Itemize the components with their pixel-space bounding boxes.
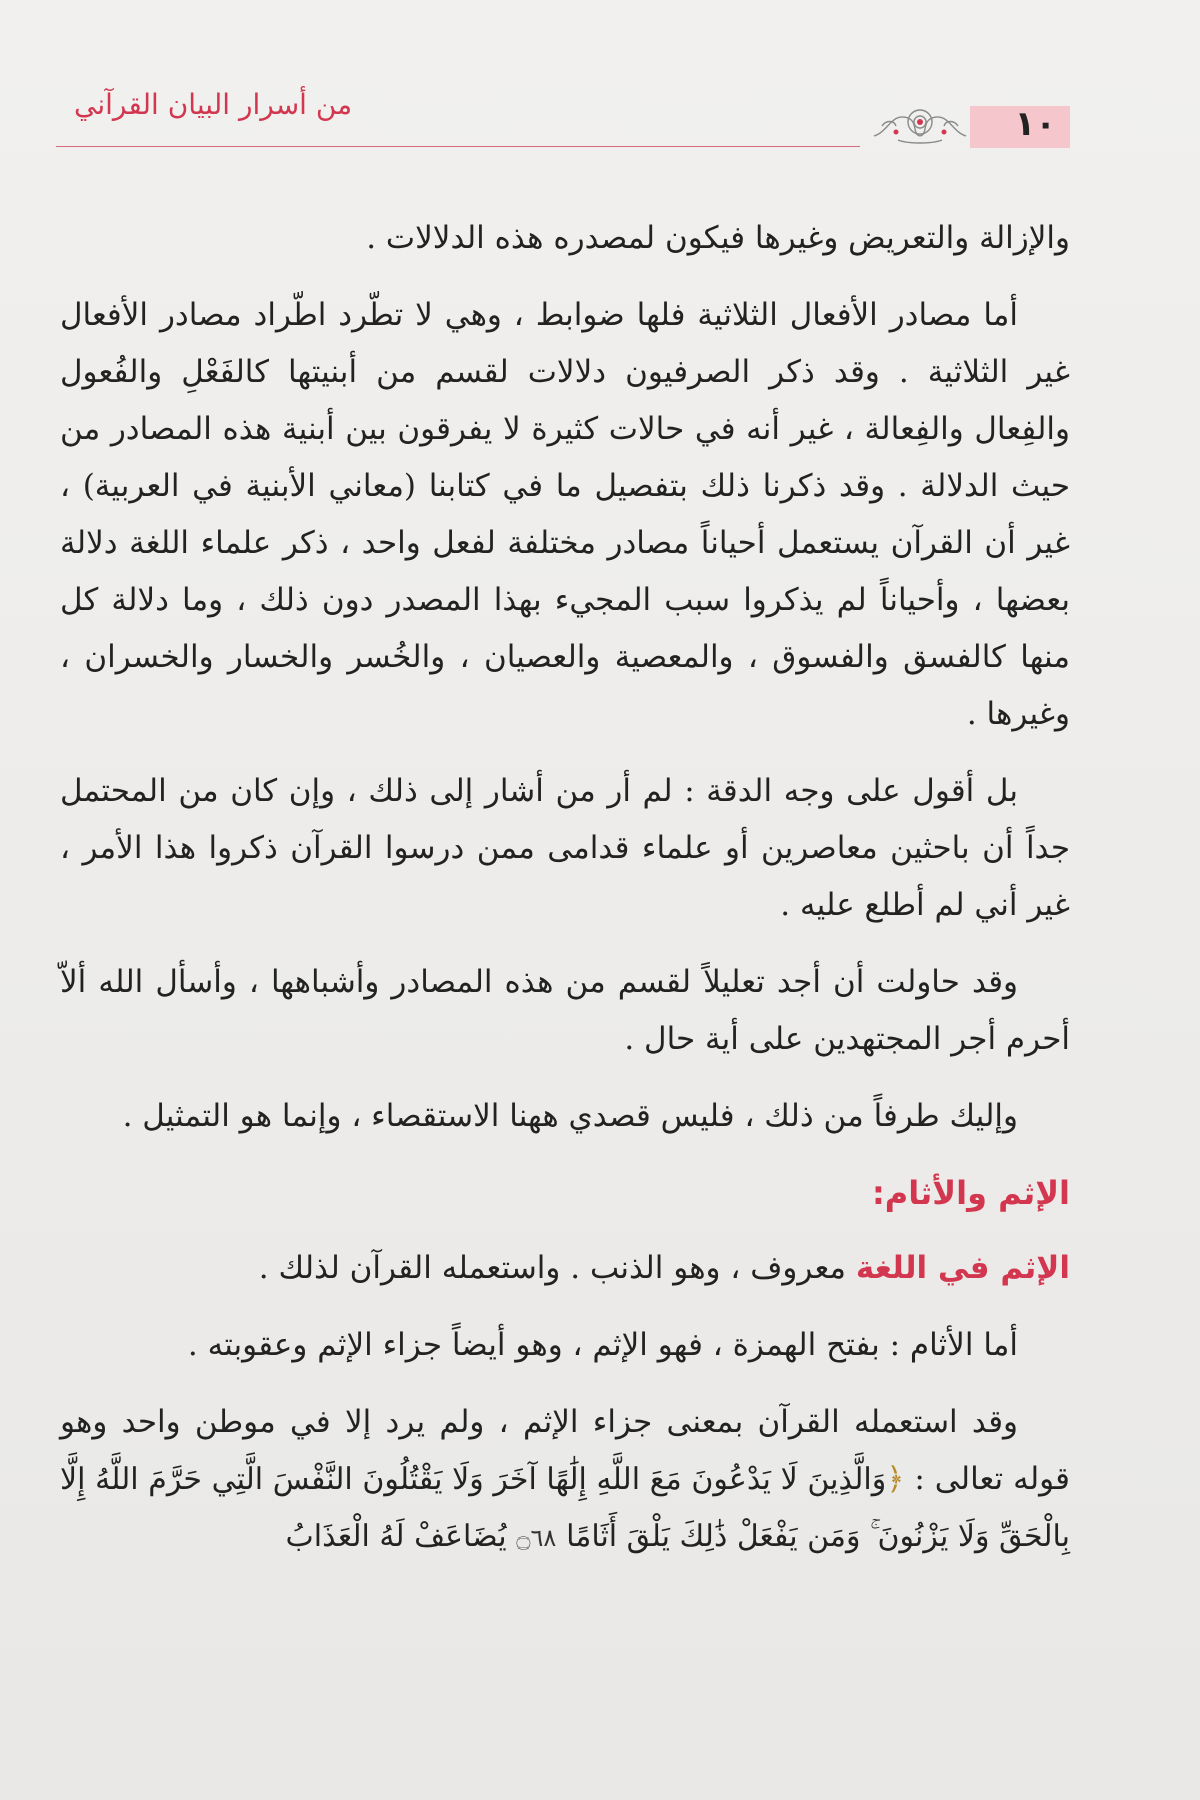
quran-verse-continued: يُضَاعَفْ لَهُ الْعَذَابُ	[285, 1519, 507, 1554]
paragraph-3: بل أقول على وجه الدقة : لم أر من أشار إلى ذلك ، وإن كان من المحتمل جداً أن باحثين معاصرين أو علماء قدامى ممن درسوا القرآن ذكروا هذا الأمر ، غير أني لم أطلع عليه .	[60, 773, 1070, 923]
page-number: ١٠	[1014, 104, 1056, 144]
floral-ornament-icon	[868, 92, 972, 148]
paragraph-1: والإزالة والتعريض وغيرها فيكون لمصدره هذه الدلالات .	[366, 220, 1070, 256]
athaam-paragraph: أما الأثام : بفتح الهمزة ، فهو الإثم ، وهو أيضاً جزاء الإثم وعقوبته .	[187, 1327, 1018, 1363]
quran-verse: وَالَّذِينَ لَا يَدْعُونَ مَعَ اللَّهِ إِلَٰهًا آخَرَ وَلَا يَقْتُلُونَ النَّفْسَ الَّتِي حَرَّمَ اللَّهُ إِلَّا بِالْحَقِّ وَلَا يَزْنُونَ ۚ وَمَن يَفْعَلْ ذَٰلِكَ يَلْقَ أَثَامًا	[60, 1462, 1070, 1554]
usage-intro: وقد استعمله القرآن بمعنى جزاء الإثم ، ولم يرد إلا في موطن واحد وهو قوله تعالى :	[60, 1404, 1070, 1497]
page-header	[56, 84, 1070, 154]
definition-paragraph	[60, 1240, 1070, 1297]
paragraph-4: وقد حاولت أن أجد تعليلاً لقسم من هذه المصادر وأشباهها ، وأسأل الله ألاّ أحرم أجر المجتهدين على أية حال .	[60, 964, 1070, 1057]
definition-term: الإثم في اللغة	[855, 1250, 1070, 1286]
paragraph-5: وإليك طرفاً من ذلك ، فليس قصدي ههنا الاستقصاء ، وإنما هو التمثيل .	[122, 1098, 1018, 1134]
paragraph-2: أما مصادر الأفعال الثلاثية فلها ضوابط ، وهي لا تطّرد اطّراد مصادر الأفعال غير الثلاثية . وقد ذكر الصرفيون دلالات لقسم من أبنيتها كالفَعْلِ والفُعول والفِعال والفِعالة ، غير أنه في حالات كثيرة لا يفرقون بين أبنية هذه المصادر من حيث الدلالة . وقد ذكرنا ذلك بتفصيل ما في كتابنا (معاني الأبنية في العربية) ، غير أن القرآن يستعمل أحياناً مصادر مختلفة لفعل واحد ، ذكر علماء اللغة دلالة بعضها ، وأحياناً لم يذكروا سبب المجيء بهذا المصدر دون ذلك ، وما دلالة كل منها كالفسق والفسوق ، والمعصية والعصيان ، والخُسر والخسار والخسران ، وغيرها .	[60, 297, 1070, 732]
usage-paragraph	[60, 1394, 1070, 1567]
definition-text: معروف ، وهو الذنب . واستعمله القرآن لذلك .	[258, 1250, 856, 1286]
ayah-number: ۝٦٨	[516, 1524, 557, 1552]
book-title: من أسرار البيان القرآني	[74, 88, 353, 121]
header-rule	[56, 146, 860, 147]
quran-bracket-icon: ﴿	[886, 1461, 905, 1497]
page-body	[60, 210, 1070, 1587]
section-heading: الإثم والأثام:	[871, 1174, 1070, 1212]
